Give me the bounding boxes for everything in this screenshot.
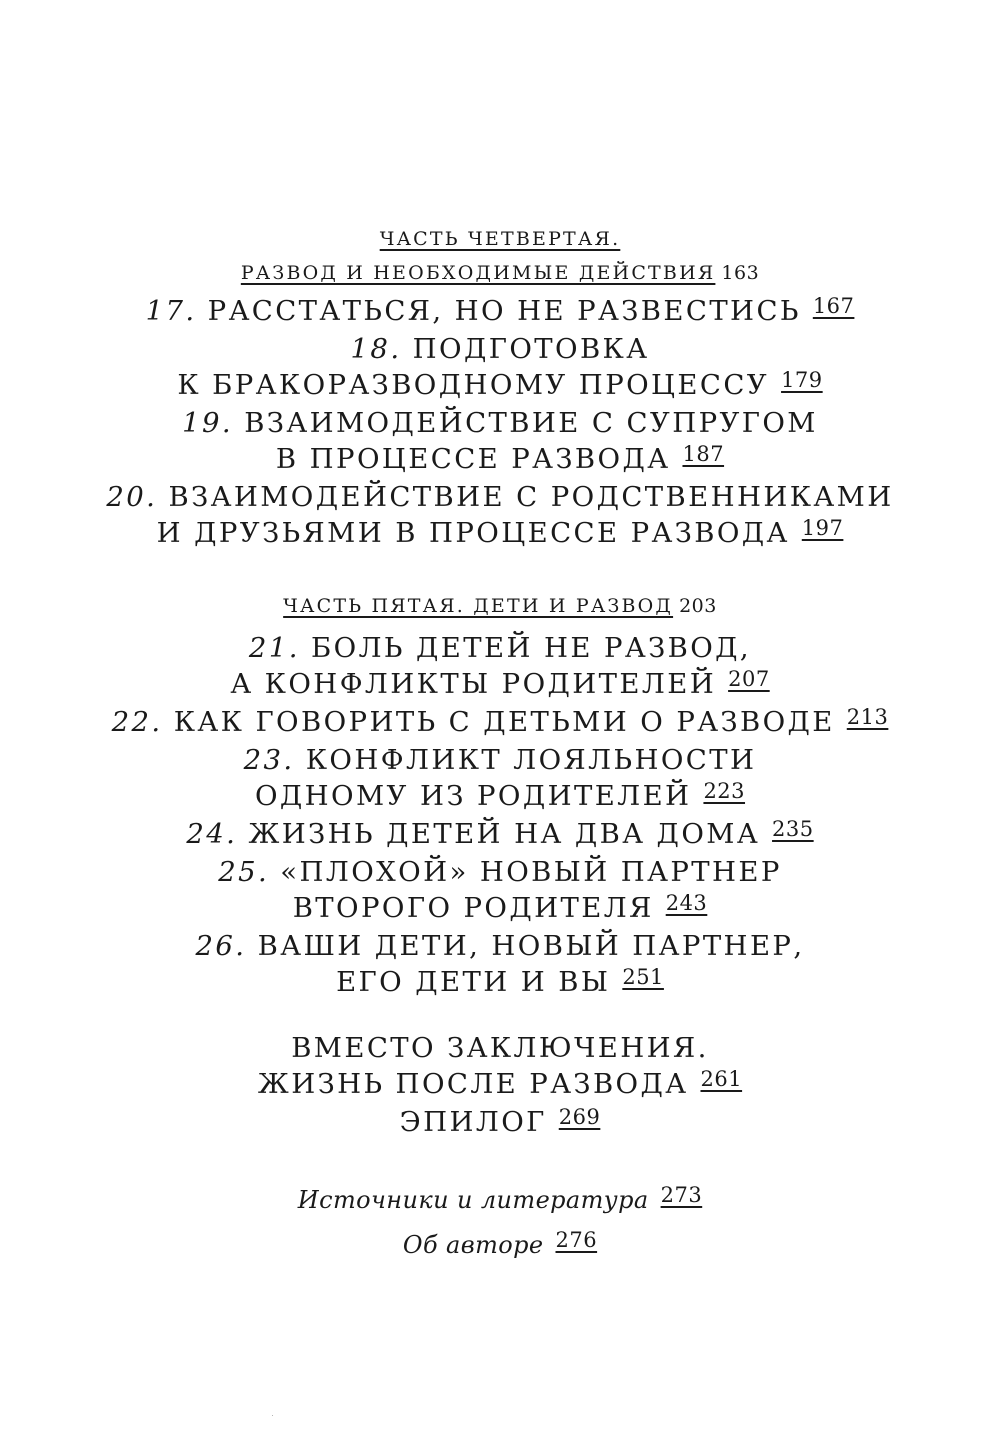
part-four-section	[0, 222, 1000, 290]
toc-entry[interactable]	[0, 630, 1000, 666]
part-four-chapters	[0, 293, 1000, 553]
part-five-page-number[interactable]: 203	[679, 595, 717, 617]
chapter-number: 18.	[350, 333, 402, 365]
part-four-heading-line1[interactable]: ЧАСТЬ ЧЕТВЕРТАЯ.	[379, 228, 621, 250]
part-four-page-number[interactable]: 163	[721, 262, 760, 284]
toc-entry-continuation[interactable]	[0, 890, 1000, 928]
about-author-title: Об авторе	[402, 1231, 544, 1259]
chapter-number: 21.	[248, 632, 300, 664]
chapter-number: 20.	[106, 481, 158, 513]
about-author-entry[interactable]	[0, 1223, 1000, 1268]
conclusion-entry-continuation[interactable]	[0, 1066, 1000, 1104]
part-five-section	[0, 589, 1000, 623]
chapter-page-number[interactable]: 187	[682, 442, 725, 466]
chapter-title: ВТОРОГО РОДИТЕЛЯ	[292, 892, 654, 924]
conclusion-page-number[interactable]: 261	[700, 1067, 743, 1091]
chapter-title: КАК ГОВОРИТЬ С ДЕТЬМИ О РАЗВОДЕ	[173, 706, 835, 738]
toc-entry[interactable]	[0, 405, 1000, 441]
toc-entry[interactable]	[0, 742, 1000, 778]
chapter-number: 19.	[182, 407, 234, 439]
chapter-title: К БРАКОРАЗВОДНОМУ ПРОЦЕССУ	[177, 369, 770, 401]
chapter-title: КОНФЛИКТ ЛОЯЛЬНОСТИ	[305, 744, 757, 776]
chapter-number: 25.	[218, 856, 270, 888]
toc-entry-continuation[interactable]	[0, 964, 1000, 1002]
chapter-title: ПОДГОТОВКА	[412, 333, 650, 365]
toc-entry[interactable]	[0, 816, 1000, 854]
chapter-page-number[interactable]: 179	[781, 368, 823, 392]
chapter-number: 22.	[111, 706, 163, 738]
chapter-title: «ПЛОХОЙ» НОВЫЙ ПАРТНЕР	[280, 856, 782, 888]
chapter-title: ЖИЗНЬ ДЕТЕЙ НА ДВА ДОМА	[248, 818, 761, 850]
epilogue-entry[interactable]	[0, 1104, 1000, 1142]
toc-entry[interactable]	[0, 479, 1000, 515]
conclusion-section	[0, 1030, 1000, 1142]
chapter-page-number[interactable]: 213	[846, 705, 889, 729]
chapter-page-number[interactable]: 207	[728, 667, 770, 691]
chapter-title: ОДНОМУ ИЗ РОДИТЕЛЕЙ	[254, 780, 692, 812]
scan-speck	[272, 1415, 273, 1416]
chapter-page-number[interactable]: 243	[665, 891, 708, 915]
toc-entry[interactable]	[0, 704, 1000, 742]
toc-entry[interactable]	[0, 331, 1000, 367]
toc-entry-continuation[interactable]	[0, 441, 1000, 479]
chapter-number: 26.	[195, 930, 247, 962]
chapter-number: 23.	[243, 744, 295, 776]
chapter-title: ВАШИ ДЕТИ, НОВЫЙ ПАРТНЕР,	[257, 930, 805, 962]
chapter-page-number[interactable]: 251	[622, 965, 664, 989]
sources-page-number[interactable]: 273	[660, 1183, 703, 1207]
sources-title: Источники и литература	[297, 1186, 649, 1214]
chapter-title: И ДРУЗЬЯМИ В ПРОЦЕССЕ РАЗВОДА	[156, 517, 790, 549]
chapter-page-number[interactable]: 223	[703, 779, 746, 803]
chapter-title: ЕГО ДЕТИ И ВЫ	[336, 966, 611, 998]
epilogue-title: ЭПИЛОГ	[399, 1106, 547, 1138]
chapter-title: БОЛЬ ДЕТЕЙ НЕ РАЗВОД,	[311, 632, 752, 664]
epilogue-page-number[interactable]: 269	[558, 1105, 601, 1129]
toc-entry[interactable]	[0, 854, 1000, 890]
toc-entry[interactable]	[0, 293, 1000, 331]
conclusion-title: ВМЕСТО ЗАКЛЮЧЕНИЯ.	[291, 1032, 709, 1064]
toc-entry-continuation[interactable]	[0, 515, 1000, 553]
about-author-page-number[interactable]: 276	[555, 1228, 598, 1252]
chapter-number: 17.	[145, 295, 197, 327]
toc-entry-continuation[interactable]	[0, 778, 1000, 816]
chapter-title: А КОНФЛИКТЫ РОДИТЕЛЕЙ	[230, 668, 717, 700]
conclusion-entry[interactable]	[0, 1030, 1000, 1066]
chapter-page-number[interactable]: 197	[801, 516, 844, 540]
chapter-title: В ПРОЦЕССЕ РАЗВОДА	[275, 443, 671, 475]
back-matter-section	[0, 1178, 1000, 1268]
chapter-title: ВЗАИМОДЕЙСТВИЕ С СУПРУГОМ	[244, 407, 818, 439]
chapter-number: 24.	[186, 818, 238, 850]
toc-entry[interactable]	[0, 928, 1000, 964]
conclusion-subtitle: ЖИЗНЬ ПОСЛЕ РАЗВОДА	[257, 1068, 689, 1100]
chapter-page-number[interactable]: 167	[812, 294, 855, 318]
chapter-title: ВЗАИМОДЕЙСТВИЕ С РОДСТВЕННИКАМИ	[168, 481, 894, 513]
chapter-title: РАССТАТЬСЯ, НО НЕ РАЗВЕСТИСЬ	[207, 295, 801, 327]
toc-entry-continuation[interactable]	[0, 367, 1000, 405]
part-five-chapters	[0, 630, 1000, 1002]
chapter-page-number[interactable]: 235	[772, 817, 814, 841]
sources-entry[interactable]	[0, 1178, 1000, 1223]
part-five-heading[interactable]: ЧАСТЬ ПЯТАЯ. ДЕТИ И РАЗВОД 203	[0, 589, 1000, 623]
part-four-heading-line2[interactable]: РАЗВОД И НЕОБХОДИМЫЕ ДЕЙСТВИЯ 163	[0, 256, 1000, 290]
